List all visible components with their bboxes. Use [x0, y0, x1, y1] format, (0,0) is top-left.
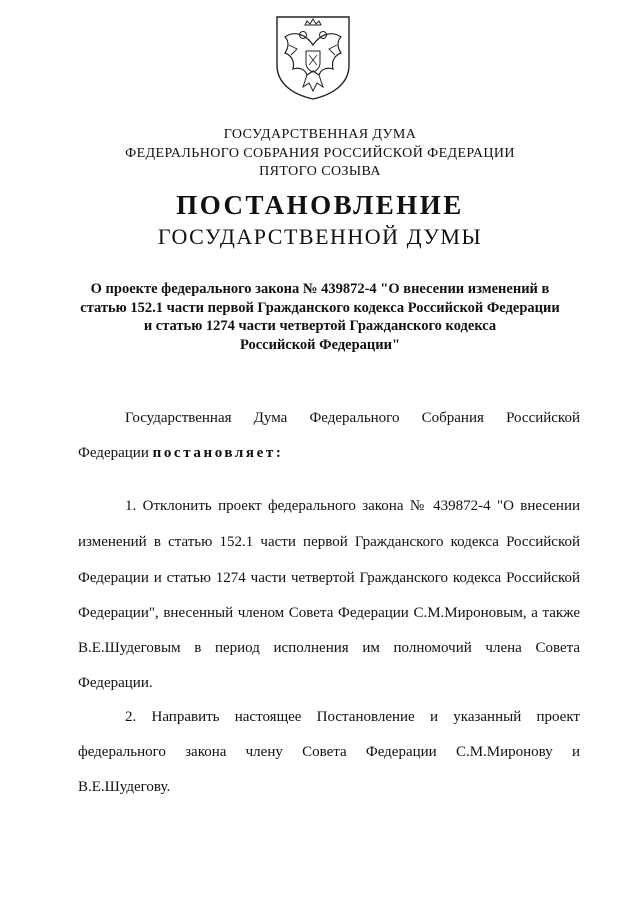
point-1-line: Федерации и статью 1274 части четвертой Гражданского кодекса Российской	[78, 570, 580, 586]
point-1-line: В.Е.Шудеговым в период исполнения им полномочий члена Совета	[78, 640, 580, 656]
document-type: ПОСТАНОВЛЕНИЕ	[176, 190, 464, 220]
resolves-word: постановляет:	[152, 445, 284, 461]
point-2-line: федерального закона члену Совета Федерации С.М.Миронову и	[78, 744, 580, 760]
point-1-line: Федерации.	[78, 675, 153, 691]
org-name-line2: ФЕДЕРАЛЬНОГО СОБРАНИЯ РОССИЙСКОЙ ФЕДЕРАЦИИ	[125, 146, 515, 161]
subject-line: О проекте федерального закона № 439872-4 "О внесении изменений в	[90, 281, 550, 297]
point-1-line: 1. Отклонить проект федерального закона № 439872-4 "О внесении	[125, 498, 580, 514]
point-2-line: В.Е.Шудегову.	[78, 779, 171, 795]
point-2-line: 2. Направить настоящее Постановление и указанный проект	[125, 709, 580, 725]
point-1-line: Федерации", внесенный членом Совета Федерации С.М.Мироновым, а также	[78, 605, 580, 621]
document-issuer: ГОСУДАРСТВЕННОЙ ДУМЫ	[157, 224, 483, 249]
preamble-line: Государственная Дума Федерального Собрания Российской	[125, 410, 580, 426]
double-headed-eagle-icon	[275, 15, 351, 101]
convocation: ПЯТОГО СОЗЫВА	[259, 164, 381, 179]
subject-line: и статью 1274 части четвертой Гражданского кодекса	[143, 318, 497, 334]
subject-line: Российской Федерации"	[239, 337, 401, 353]
org-name-line1: ГОСУДАРСТВЕННАЯ ДУМА	[223, 127, 417, 142]
point-1-line: изменений в статью 152.1 части первой Гражданского кодекса Российской	[78, 534, 580, 550]
preamble-line-2	[78, 443, 580, 463]
state-emblem	[275, 15, 351, 101]
subject-line: статью 152.1 части первой Гражданского кодекса Российской Федерации	[80, 300, 560, 316]
preamble-text: Федерации	[78, 445, 153, 461]
